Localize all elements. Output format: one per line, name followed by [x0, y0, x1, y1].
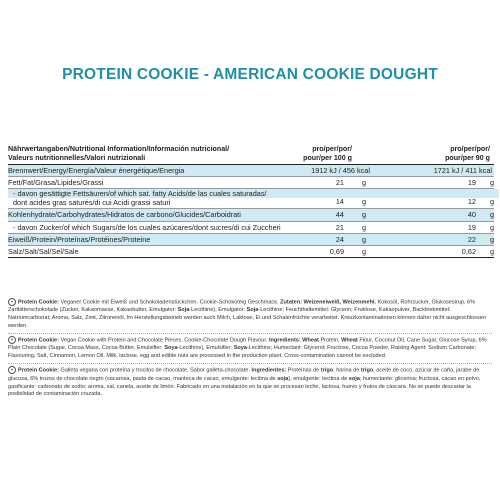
- header-label-line1: Nährwertangaben/Nutritional Information/Información nutricional/: [8, 145, 230, 153]
- table-row-salt: [8, 245, 494, 258]
- row-value-100g: 0,69: [329, 246, 344, 256]
- row-value-100g: 21: [335, 178, 344, 188]
- header-col2-line2: pour/per 90 g: [445, 154, 490, 162]
- language-de-icon: ✦: [8, 298, 16, 306]
- row-unit-90g: g: [489, 210, 494, 220]
- note-text: Vegan Cookie with Protein and Chocolate Pieces. Cookie-Chocolate Dough Flavour.: [59, 337, 269, 344]
- row-unit-100g: g: [361, 246, 366, 256]
- row-unit-90g: g: [489, 197, 494, 207]
- note-text: , Kokosöl, Rohrzucker, Glukosesirup, 6% Zartbitterschokolade (Zucker, Kakaomasse, Kakaobutter, Emulgator:: [8, 299, 476, 314]
- note-text: -Lecithine), Emulgator:: [189, 307, 247, 314]
- note-allergen: Soya: [164, 345, 178, 352]
- header-col-100g: [303, 145, 352, 163]
- note-text: -Lecithine; Feuchthaltemittel: Glycerin; Fruktose, Kakaopulver, Backtriebmittel: Natriumcarbonat; Aroma, Salz, Zimt, Zitronenöl. Im Herstellungsbetrieb werden auch Milch, Laktose, Ei und Schalenfrüchte verarbeitet. Kreuzkontaminationen können daher nicht ausgeschlossen werden.: [8, 307, 486, 330]
- note-allergen: Soja: [177, 307, 190, 314]
- row-value-90g: 22: [467, 234, 476, 244]
- note-text: ), emulgente: lecitina de: [288, 375, 349, 382]
- row-value-90g: 19: [467, 178, 476, 188]
- row-value-100g: 24: [335, 234, 344, 244]
- note-text: Flour, Coconut Oil, Cane Sugar, Glucose Syrup, 6% Plain Chocolate (Sugar, Cocoa Mass, Cocoa Butter, Emulsifier:: [8, 337, 487, 352]
- note-text: ; humectante: glicerina; fructosa, cacao en polvo, gasificante: carbonato de sodio; aroma, sal, canela, aceite de limón. Fabricado en una instalación en la que se procesan leche, lactosa, huevo y frutos de cáscara. No se puede descartar la posibilidad de contaminación cruzada.: [8, 375, 481, 398]
- note-allergen: Soja: [246, 307, 259, 314]
- note-product-name: Protein Cookie:: [18, 299, 59, 306]
- note-text: -Lecithins), Emulsifier:: [177, 345, 234, 352]
- row-value-100g: 1912 kJ / 456 kcal: [311, 166, 370, 175]
- product-title: PROTEIN COOKIE - AMERICAN COOKIE DOUGHT: [62, 66, 438, 83]
- row-value-90g: 1721 kJ / 411 kcal: [433, 166, 492, 175]
- language-en-icon: ✦: [8, 336, 16, 344]
- note-allergen: Wheat: [341, 337, 358, 344]
- row-unit-90g: g: [489, 222, 494, 232]
- row-unit-100g: g: [361, 210, 366, 220]
- note-allergen: soja: [277, 375, 289, 382]
- row-label-line2: dont acides gras saturés/di cui Acidi grassi saturi: [13, 198, 171, 208]
- note-text: Proteínas de: [286, 367, 321, 374]
- row-unit-90g: g: [489, 246, 494, 256]
- ingredient-notes: [8, 296, 492, 401]
- row-unit-100g: g: [361, 234, 366, 244]
- row-value-90g: 0,62: [461, 246, 476, 256]
- note-ingredients-heading: Ingredientes:: [251, 367, 287, 374]
- note-text: Veganer Cookie mit Eiweiß und Schokoladenstückchen. Cookie-Schokoteig Geschmack.: [59, 299, 281, 306]
- header-label: [8, 145, 229, 163]
- row-label: Fett/Fat/Grasa/Lipides/Grassi: [8, 178, 104, 188]
- table-row-fat: [8, 176, 494, 188]
- row-label: Eiweiß/Protein/Proteínas/Protéines/Proteine: [8, 234, 151, 244]
- row-unit-100g: g: [361, 197, 366, 207]
- note-allergen: trigo: [360, 367, 374, 374]
- note-ingredients-heading: Zutaten: Weizeneiweiß, Weizenmehl: [280, 299, 375, 306]
- note-text: Galleta vegana con proteína y trocitos de chocolate. Sabor galleta-chocolate.: [59, 367, 252, 374]
- note-text: -Lecithins; Humectant: Glycerol; Fructose, Cocoa Powder, Raising Agent: Sodium Carbonate; Flavouring, Salt, Cinnamon, Lemon Oil. Milk, lactose, egg and edible nuts are processed in the production plant. Cross-contamination cannot be excluded.: [8, 345, 477, 360]
- row-value-90g: 19: [467, 222, 476, 232]
- table-header: [8, 143, 494, 165]
- note-product-name: Protein Cookie:: [18, 337, 59, 344]
- language-es-icon: ✦: [8, 366, 16, 374]
- table-row-protein: [8, 233, 494, 245]
- row-value-100g: 21: [335, 222, 344, 232]
- header-col1-line2: pour/per 100 g: [303, 154, 352, 162]
- note-allergen: soja: [348, 375, 360, 382]
- nutrition-table: [8, 143, 494, 258]
- note-text: Protein,: [318, 337, 342, 344]
- header-label-line2: Valeurs nutritionnelles/Valori nutrizionali: [8, 154, 146, 162]
- row-value-100g: 14: [335, 197, 344, 207]
- table-row-sugars: [8, 221, 494, 233]
- row-unit-90g: g: [489, 178, 494, 188]
- row-label: - davon gesättigte Fettsäuren/of which sat. fatty Acids/de las cuales saturadas/: [8, 189, 499, 198]
- row-value-90g: 40: [467, 210, 476, 220]
- note-text: , aceite de coco, azúcar de caña, jarabe de glucosa, 6% trozos de chocolate negro (sacarosa, pasta de cacao, manteca de cacao, emulgente: lecitina de: [8, 367, 480, 382]
- table-row-carbohydrates: [8, 208, 494, 220]
- header-col-90g: [445, 145, 490, 163]
- note-text: , harina de: [333, 367, 361, 374]
- row-unit-90g: g: [489, 234, 494, 244]
- table-row-energy: [8, 165, 494, 176]
- row-value-90g: 12: [467, 197, 476, 207]
- note-product-name: Protein Cookie:: [18, 367, 59, 374]
- row-label: Brennwert/Energy/Energía/Valeur énergétique/Energia: [8, 166, 185, 175]
- note-spanish: [8, 363, 492, 401]
- row-label: - davon Zucker/of which Sugars/de los cuales azúcares/dont sucres/di cui Zuccheri: [13, 222, 281, 232]
- header-col1-line1: pro/per/por/: [312, 145, 352, 153]
- header-col2-line1: pro/per/por/: [450, 145, 490, 153]
- note-allergen: trigo: [320, 367, 334, 374]
- note-allergen: Soya: [233, 345, 247, 352]
- row-label: Kohlenhydrate/Carbohydrates/Hidratos de carbono/Glucides/Carboidrati: [8, 210, 241, 220]
- row-value-100g: 44: [335, 210, 344, 220]
- table-row-saturated-fat: [8, 188, 494, 208]
- note-ingredients-heading: Ingredients: Wheat: [268, 337, 319, 344]
- row-unit-100g: g: [361, 222, 366, 232]
- note-english: [8, 333, 492, 363]
- row-unit-100g: g: [361, 178, 366, 188]
- row-label: Salz/Salt/Sal/Sel/Sale: [8, 246, 79, 256]
- note-german: [8, 296, 492, 333]
